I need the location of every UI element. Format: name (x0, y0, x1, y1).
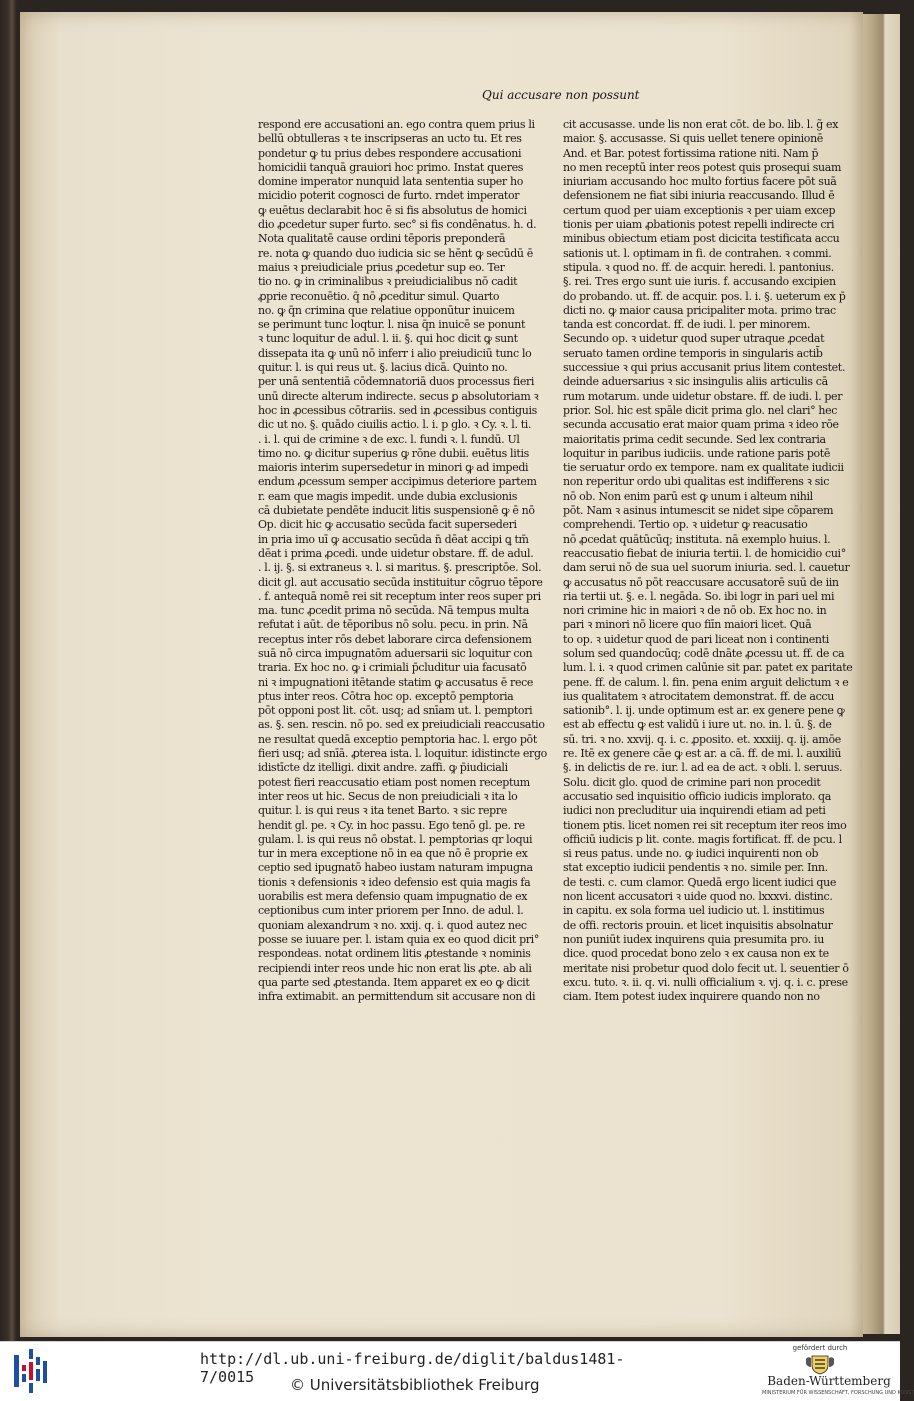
text-line: quitur. l. is qui reus ꝛ ita tenet Barto. ꝛ sic repre (258, 804, 507, 818)
text-line: uorabilis est mera defensio quam impugnatio de ex (258, 890, 528, 904)
text-line: de offi. rectoris prouin. et licet inquisitis absolnatur (563, 918, 833, 932)
text-line: no men receptū inter reos potest quis prosequi suam (563, 160, 842, 174)
text-line: de testi. c. cum clamor. Quedā ergo licent iudici que (563, 875, 836, 889)
text-line: tionem ptis. licet nomen rei sit receptum iter reos imo (563, 818, 847, 832)
text-line: sationib°. l. ij. unde optimum est ar. ex genere pene ꝙ (563, 704, 845, 718)
text-line: accusatio sed inquisitio officio iudicis implorato. qa (563, 789, 831, 803)
text-line: stat exceptio iudicii pendentis ꝛ no. simile per. Inn. (563, 861, 828, 875)
text-line: ni ꝛ impugnationi itētande statim ꝙ accusatus ē rece (258, 675, 534, 689)
text-line: nō ob. Non enim parū est ꝙ unum i alteum nihil (563, 489, 813, 503)
text-line: in pria imo uī ꝙ accusatio secūda n̄ dēat accipi ꝗ tm̄ (258, 532, 529, 546)
text-line: pōt. Nam ꝛ asinus intumescit se nidet sipe cōparem (563, 504, 834, 518)
text-line: officiū iudicis p lit. conte. magis fortificat. ff. de pcu. l (563, 832, 842, 846)
text-line: ceptio sed ipugnatō habeo iustam naturam impugna (258, 861, 533, 875)
text-line: do probando. ut. ff. de acquir. pos. l. i. §. ueterum ex p̄ (563, 289, 846, 303)
text-line: idistīcte dz itelligi. dixit andre. zaffi. ꝙ p̄iudiciali (258, 761, 508, 775)
text-line: pari ꝛ minori nō licere quo fiīn maiori licet. Quā (563, 618, 812, 632)
text-line: excu. tuto. ꝛ. ii. q. vi. nulli officialium ꝛ. vj. q. i. c. prese (563, 975, 848, 989)
copyright-notice: © Universitätsbibliothek Freiburg (290, 1376, 540, 1394)
text-line: posse se iuuare per. l. istam quia ex eo quod dicit pri° (258, 932, 539, 946)
text-line: gulam. l. is qui reus nō obstat. l. pemptorias qr loqui (258, 832, 533, 846)
text-line: tio no. ꝙ in criminalibus ꝛ preiudicialibus nō cadit (258, 275, 518, 289)
text-line: non licent accusatori ꝛ uide quod no. lxxxvi. distinc. (563, 890, 833, 904)
baden-wuerttemberg-crest-icon (803, 1353, 837, 1375)
text-line: timo no. ꝙ dicitur superius ꝙ rōne dubii. euētus litis (258, 446, 529, 460)
text-line: successiue ꝛ qui prius accusanit prius litem contestet. (563, 361, 846, 375)
text-line: nō ꝓcedat quātūcūq; instituta. nā exemplo huius. l. (563, 532, 831, 546)
text-line: r. eam que magis impedit. unde dubia exclusionis (258, 489, 518, 503)
text-line: as. §. sen. rescin. nō po. sed ex preiudiciali reaccusatio (258, 718, 545, 732)
text-line: non reperitur ordo ubi qualitas est indifferens ꝛ sic (563, 475, 830, 489)
text-line: Op. dicit hic ꝙ accusatio secūda facit supersederi (258, 518, 517, 532)
text-line: And. et Bar. potest fortissima ratione niti. Nam p̄ (563, 146, 819, 160)
text-line: se perimunt tunc loqtur. l. nisa q̄n inuicē se ponunt (258, 318, 526, 332)
text-line: domine imperator nunquid lata sententia super ho (258, 175, 523, 189)
text-line: re. nota ꝙ quando duo iudicia sic se hēnt ꝙ secūdū ē (258, 246, 533, 260)
text-line: ne resultat quedā exceptio pemptoria hac. l. ergo pōt (258, 732, 537, 746)
text-line: Nota qualitatē cause ordini tēporis preponderā (258, 232, 506, 246)
text-line: quoniam alexandrum ꝛ no. xxij. q. i. quod autez nec (258, 918, 527, 932)
text-line: lum. l. i. ꝛ quod crimen calūnie sit par. patet ex paritate (563, 661, 853, 675)
text-line: infra extimabit. an permittendum sit accusare non di (258, 990, 536, 1004)
text-line: unū directe alterum indirecte. secus ꝑ absolutoriam ꝛ (258, 389, 539, 403)
text-line: ꝓprie reconuētio. q̄ nō ꝓceditur simul. Quarto (258, 289, 500, 303)
text-line: Solu. dicit glo. quod de crimine pari non procedit (563, 775, 821, 789)
text-line: minibus obiectum etiam post dicicita testificata accu (563, 232, 840, 246)
text-line: stipula. ꝛ quod no. ff. de acquir. heredi. l. pantonius. (563, 260, 834, 274)
text-line: dicit gl. aut accusatio secūda instituitur cōgruo tēpore (258, 575, 543, 589)
text-line: endum ꝓcessum semper accipimus deteriore partem (258, 475, 537, 489)
text-line: ius qualitatem ꝛ atrocitatem demonstrat. ff. de accu (563, 689, 834, 703)
text-line: pōt opponi post lit. cōt. usq; ad snīam ut. l. pemptori (258, 704, 533, 718)
text-line: dissepata ita ꝙ unū nō inferr i alio preiudiciū tunc lo (258, 346, 532, 360)
text-line: ꝙ accusatus nō pōt reaccusare accusatorē suū de iin (563, 575, 839, 589)
text-line: cā dubietate pendēte inducit litis suspensionē ꝙ ē nō (258, 504, 535, 518)
text-line: maior. §. accusasse. Si quis uellet tenere opinionē (563, 132, 823, 146)
text-line: comprehendi. Tertio op. ꝛ uidetur ꝙ reacusatio (563, 518, 808, 532)
text-line: per unā sententiā cōdemnatoriā duos processus fieri (258, 375, 535, 389)
text-line: fieri usq; ad snīā. ꝓterea ista. l. loquitur. idistincte ergo (258, 747, 547, 761)
text-line: dicti no. ꝙ maior causa pricipaliter mota. primo trac (563, 303, 836, 317)
text-line: homicidii tanquā grauiori hoc primo. Instat queres (258, 160, 524, 174)
text-line: inter reos ut hic. Secus de non preiudiciali ꝛ ita lo (258, 789, 518, 803)
text-line: meritate nisi probetur quod dolo fecit ut. l. seuentier ō (563, 961, 849, 975)
text-line: ciam. Item potest iudex inquirere quando non no (563, 990, 820, 1004)
ub-freiburg-logo-icon[interactable] (8, 1347, 52, 1395)
text-line: no. ꝙ q̄n crimina que relatiue opponūtur inuicem (258, 303, 515, 317)
sponsor-name: Baden-Württemberg (767, 1374, 891, 1388)
text-line: micidio poterit cognosci de furto. rndet imperator (258, 189, 520, 203)
text-line: Secundo op. ꝛ uidetur quod super utraque ꝓcedat (563, 332, 825, 346)
text-line: in capitu. ex sola forma uel iudicio ut. l. institimus (563, 904, 825, 918)
text-line: deinde aduersarius ꝛ sic insingulis aliis articulis cā (563, 375, 828, 389)
text-line: defensionem ne fiat sibi iniuria reaccusando. Illud ē (563, 189, 835, 203)
text-line: sationis ut. l. optimam in fi. de contrahen. ꝛ commi. (563, 246, 832, 260)
right-text-column (563, 118, 853, 1004)
text-line: ꝛ tunc loquitur de adul. l. ii. §. qui hoc dicit ꝙ sunt (258, 332, 518, 346)
text-line: pondetur ꝙ tu prius debes respondere accusationi (258, 146, 522, 160)
text-line: iudici non precluditur uia inquirendi etiam ad peti (563, 804, 826, 818)
sponsor-label: gefördert durch (792, 1344, 848, 1352)
text-line: non puniūt iudex inquirens quia presumita pro. iu (563, 932, 824, 946)
text-line: bellū obtulleras ꝛ te inscripseras an ucto tu. Et res (258, 132, 522, 146)
text-line: ptus inter reos. Cōtra hoc op. exceptō pemptoria (258, 689, 514, 703)
text-line: refutat i aūt. de tēporibus nō solu. pecu. in prin. Nā (258, 618, 528, 632)
text-line: prior. Sol. hic est spāle dicit prima glo. nel clari° hec (563, 403, 838, 417)
left-text-column (258, 118, 547, 1004)
text-line: §. in delictis de re. iur. l. ad ea de act. ꝛ obli. l. seruus. (563, 761, 843, 775)
text-line: sū. tri. ꝛ no. xxvij. q. i. c. ꝓposito. et. xxxiij. q. ij. amōe (563, 732, 841, 746)
text-line: dic ut no. §. quādo ciuilis actio. l. i. p glo. ꝛ Cy. ꝛ. l. ti. (258, 418, 532, 432)
text-line: tie seruatur ordo ex tempore. nam ex qualitate iudicii (563, 461, 844, 475)
text-line: qua parte sed ꝓtestanda. Item apparet ex eo ꝙ dicit (258, 975, 530, 989)
text-line: ria tertii ut. §. e. l. negāda. So. ibi logr in pari uel mi (563, 589, 835, 603)
text-line: traria. Ex hoc no. ꝙ i crimiali p̄cluditur uia facusatō (258, 661, 527, 675)
text-line: to op. ꝛ uidetur quod de pari liceat non i continenti (563, 632, 829, 646)
text-line: cit accusasse. unde lis non erat cōt. de bo. lib. l. g̃ ex (563, 118, 839, 131)
text-line: ceptionibus cum inter priorem per Inno. de adul. l. (258, 904, 524, 918)
text-line: certum quod per uiam exceptionis ꝛ per uiam excep (563, 203, 836, 217)
text-line: tionis ꝛ defensionis ꝛ ideo defensio est quia magis fa (258, 875, 531, 889)
text-line: tionis per uiam ꝓbationis potest repelli indirecte cri (563, 218, 835, 232)
text-line: maioritatis prima cedit secunde. Sed lex contraria (563, 432, 826, 446)
text-line: loquitur in paribus iudiciis. unde ratione paris potē (563, 446, 831, 460)
text-line: maioris interim supersedetur in minori ꝙ ad impedi (258, 461, 529, 475)
text-line: . l. ij. §. si extraneus ꝛ. l. si maritus. §. prescriptōe. Sol. (258, 561, 542, 575)
text-line: pene. ff. de calum. l. fin. pena enim arguit delictum ꝛ e (563, 675, 849, 689)
text-line: quitur. l. is qui reus ut. §. lacius dicā. Quinto no. (258, 361, 508, 375)
text-line: dēat i prima ꝓcedi. unde uidetur obstare. ff. de adul. (258, 546, 534, 560)
text-line: suā nō circa impugnatōm aduersarii sic loquitur con (258, 646, 533, 660)
text-line: maius ꝛ preiudiciale prius ꝓcedetur sup eo. Ter (258, 260, 505, 274)
text-line: secunda accusatio erat maior quam prima ꝛ ideo rōe (563, 418, 839, 432)
text-line: dam serui nō de sua uel suorum iniuria. sed. l. cauetur (563, 561, 850, 575)
text-line: hendit gl. pe. ꝛ Cy. in hoc passu. Ego tenō gl. pe. re (258, 818, 525, 832)
text-line: rum motarum. unde uidetur obstare. ff. de iudi. l. per (563, 389, 843, 403)
text-line: potest fieri reaccusatio etiam post nomen receptum (258, 775, 530, 789)
text-line: dio ꝓcedetur super furto. sec° si fis condēnatus. h. d. (258, 218, 537, 232)
text-line: tanda est concordat. ff. de iudi. l. per minorem. (563, 318, 811, 332)
text-line: hoc in ꝓcessibus cōtrariis. sed in ꝓcessibus contiguis (258, 403, 537, 417)
text-line: §. rei. Tres ergo sunt uie iuris. f. accusando excipien (563, 275, 836, 289)
text-line: nori crimine hic in maiori ꝛ de nō ob. Ex hoc no. in (563, 604, 827, 618)
text-line: tur in mera exceptione nō in ea que nō ē proprie ex (258, 847, 528, 861)
text-line: receptus inter rōs debet laborare circa defensionem (258, 632, 532, 646)
text-line: . f. antequā nomē rei sit receptum inter reos super pri (258, 589, 541, 603)
text-line: solum sed quandocūq; codē dnāte ꝓcessu ut. ff. de ca (563, 646, 845, 660)
text-line: est ab effectu ꝙ est validū i iure ut. no. in. l. ū. §. de (563, 718, 832, 732)
text-line: recipiendi inter reos unde hic non erat lis ꝓte. ab ali (258, 961, 532, 975)
text-line: dice. quod procedat bono zelo ꝛ ex causa non ex te (563, 947, 829, 961)
text-line: respondeas. notat ordinem litis ꝓtestande ꝛ nominis (258, 947, 531, 961)
text-line: . i. l. qui de crimine ꝛ de exc. l. fundi ꝛ. l. fundū. Ul (258, 432, 520, 446)
text-line: seruato tamen ordine temporis in singularis actib̄ (563, 346, 823, 360)
text-line: re. Itē ex genere cāe ꝙ est ar. a cā. ff. de mi. l. auxiliū (563, 747, 842, 761)
text-line: si reus patus. unde no. ꝙ iudici inquirenti non ob (563, 847, 819, 861)
text-line: reaccusatio fiebat de iniuria tertii. l. de homicidio cui° (563, 546, 846, 560)
next-page-edge (863, 14, 900, 1334)
text-line: ꝙ euētus declarabit hoc ē si fis absolutus de homici (258, 203, 527, 217)
running-title: Qui accusare non possunt (482, 88, 640, 102)
sponsor-ministry: MINISTERIUM FÜR WISSENSCHAFT, FORSCHUNG UND KUNST (762, 1390, 914, 1396)
text-line: ma. tunc ꝓcedit prima nō secūda. Nā tempus multa (258, 604, 529, 618)
page-url-link[interactable]: http://dl.ub.uni-freiburg.de/diglit/baldus1481-7/0015 (200, 1350, 625, 1386)
text-line: iniuriam accusando hoc multo fortius facere pōt suā (563, 175, 837, 189)
text-line: respond ere accusationi an. ego contra quem prius li (258, 118, 535, 131)
